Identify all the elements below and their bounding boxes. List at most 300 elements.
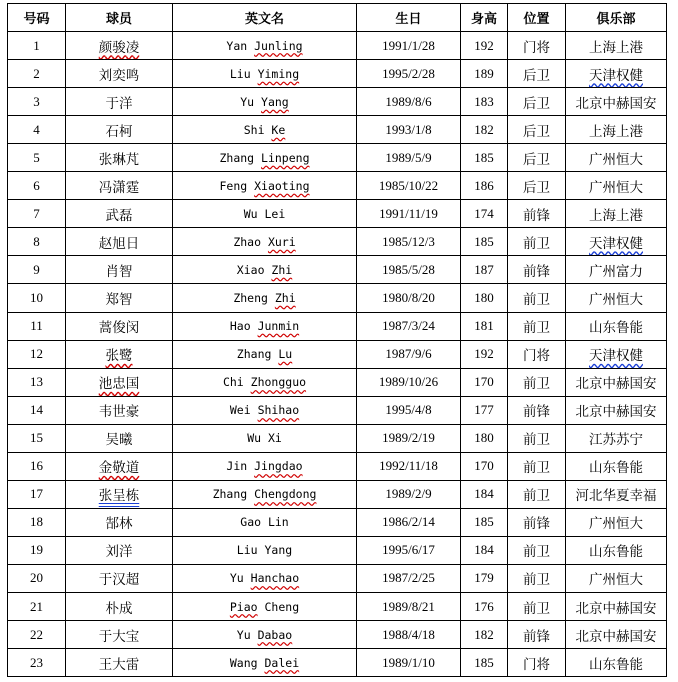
player-height — [461, 284, 508, 312]
english-name-part: Cheng — [257, 599, 300, 614]
player-height — [461, 32, 508, 60]
player-number-text: 2 — [33, 65, 40, 81]
table-row — [8, 144, 667, 172]
player-name — [66, 312, 173, 340]
player-height — [461, 368, 508, 396]
english-name-flagged: Jingdao — [254, 459, 303, 474]
player-name — [66, 368, 173, 396]
english-name-part: Wu Lei — [243, 206, 286, 221]
player-birthday — [357, 284, 461, 312]
player-position-text: 前锋 — [523, 207, 550, 224]
player-birthday-text: 1993/1/8 — [385, 121, 432, 137]
player-birthday-text: 1991/1/28 — [382, 37, 435, 53]
player-english-name — [173, 396, 357, 424]
player-height — [461, 649, 508, 677]
player-name-text: 于大宝 — [98, 628, 140, 645]
player-position-text: 门将 — [523, 348, 550, 365]
player-name-text: 张呈栋 — [98, 488, 140, 505]
player-name-text: 张琳芃 — [98, 151, 140, 168]
player-club — [566, 88, 667, 116]
player-position-text: 前锋 — [523, 404, 550, 421]
player-height — [461, 256, 508, 284]
player-club — [566, 649, 667, 677]
player-number — [8, 536, 66, 564]
player-english-name — [173, 284, 357, 312]
player-height-text: 170 — [474, 374, 494, 390]
player-birthday — [357, 200, 461, 228]
player-position — [508, 452, 566, 480]
player-position-text: 前卫 — [523, 432, 550, 449]
player-name-text: 刘洋 — [105, 544, 133, 561]
player-height-text: 174 — [474, 205, 494, 221]
player-number-text: 5 — [33, 149, 40, 165]
player-birthday-text: 1987/9/6 — [385, 346, 432, 362]
player-position — [508, 32, 566, 60]
player-birthday — [357, 228, 461, 256]
player-english-name — [173, 649, 357, 677]
english-name-flagged: Hanchao — [250, 571, 300, 586]
english-name-part: Yu — [240, 94, 262, 109]
player-club — [566, 228, 667, 256]
player-name-text: 蒿俊闵 — [98, 320, 140, 337]
english-name-part: Zhang — [212, 487, 255, 502]
player-position — [508, 144, 566, 172]
player-club-text: 山东鲁能 — [589, 656, 643, 673]
player-name — [66, 200, 173, 228]
header-birthday: 生日 — [357, 4, 461, 32]
player-position-text: 门将 — [523, 39, 550, 56]
player-birthday — [357, 592, 461, 620]
player-birthday-text: 1988/4/18 — [382, 626, 435, 642]
english-name-part: Wei — [229, 403, 258, 418]
player-position — [508, 649, 566, 677]
player-name-text: 于洋 — [105, 95, 133, 112]
table-row — [8, 592, 667, 620]
player-club — [566, 144, 667, 172]
player-position-text: 前卫 — [523, 460, 550, 477]
english-name-part: Wang — [229, 655, 265, 670]
player-position — [508, 172, 566, 200]
english-name-part: Gao Lin — [240, 515, 289, 530]
player-position-text: 前卫 — [523, 572, 550, 589]
player-birthday-text: 1989/10/26 — [378, 374, 439, 390]
player-birthday — [357, 621, 461, 649]
player-number — [8, 60, 66, 88]
player-number-text: 23 — [30, 654, 43, 670]
player-birthday — [357, 452, 461, 480]
table-row — [8, 88, 667, 116]
player-birthday — [357, 312, 461, 340]
player-birthday-text: 1987/2/25 — [382, 570, 435, 586]
player-height-text: 181 — [474, 318, 494, 334]
player-club — [566, 312, 667, 340]
player-number — [8, 284, 66, 312]
player-name-text: 石柯 — [105, 123, 133, 140]
player-number — [8, 116, 66, 144]
player-english-name — [173, 368, 357, 396]
player-club — [566, 284, 667, 312]
player-height — [461, 116, 508, 144]
player-number — [8, 621, 66, 649]
player-name-text: 韦世豪 — [98, 404, 140, 421]
player-name — [66, 88, 173, 116]
table-row — [8, 480, 667, 508]
player-club-text: 山东鲁能 — [589, 544, 643, 561]
player-position — [508, 536, 566, 564]
player-club-text: 上海上港 — [589, 39, 643, 56]
table-row — [8, 32, 667, 60]
player-position — [508, 200, 566, 228]
table-row — [8, 564, 667, 592]
player-height-text: 180 — [474, 430, 494, 446]
player-number — [8, 312, 66, 340]
player-height — [461, 536, 508, 564]
player-height-text: 185 — [474, 514, 494, 530]
player-number — [8, 592, 66, 620]
player-height-text: 189 — [474, 65, 494, 81]
english-name-part: Yu — [236, 627, 258, 642]
player-birthday — [357, 564, 461, 592]
player-birthday-text: 1985/10/22 — [378, 177, 439, 193]
player-position-text: 前锋 — [523, 263, 550, 280]
player-position — [508, 60, 566, 88]
player-name — [66, 340, 173, 368]
player-birthday — [357, 256, 461, 284]
table-row — [8, 340, 667, 368]
table-row — [8, 368, 667, 396]
player-english-name — [173, 172, 357, 200]
player-club-text: 广州恒大 — [589, 516, 643, 533]
player-club-text: 北京中赫国安 — [575, 95, 657, 112]
player-club-text: 北京中赫国安 — [575, 600, 657, 617]
english-name-flagged: Zhongguo — [250, 375, 307, 390]
player-number-text: 7 — [33, 205, 40, 221]
player-club — [566, 564, 667, 592]
player-name — [66, 60, 173, 88]
player-height — [461, 172, 508, 200]
player-position — [508, 88, 566, 116]
english-name-part: Jin — [226, 459, 255, 474]
player-club-text: 广州富力 — [589, 263, 643, 280]
table-row — [8, 508, 667, 536]
player-position — [508, 116, 566, 144]
player-height-text: 192 — [474, 37, 494, 53]
player-name — [66, 424, 173, 452]
player-position — [508, 480, 566, 508]
player-number — [8, 508, 66, 536]
player-club — [566, 116, 667, 144]
english-name-part: Yang — [264, 543, 293, 558]
player-height-text: 184 — [474, 542, 494, 558]
player-height — [461, 144, 508, 172]
player-birthday-text: 1991/11/19 — [379, 205, 438, 221]
player-position-text: 门将 — [523, 656, 550, 673]
english-name-flagged: Yang — [261, 94, 289, 109]
player-birthday-text: 1995/2/28 — [382, 65, 435, 81]
player-english-name — [173, 312, 357, 340]
player-position — [508, 228, 566, 256]
player-name-text: 冯潇霆 — [98, 179, 140, 196]
player-position-text: 前卫 — [523, 376, 550, 393]
player-position — [508, 508, 566, 536]
player-club-text: 江苏苏宁 — [589, 432, 643, 449]
player-number — [8, 172, 66, 200]
player-club — [566, 424, 667, 452]
player-height — [461, 88, 508, 116]
player-english-name — [173, 60, 357, 88]
player-position — [508, 340, 566, 368]
english-name-part: Xiao — [236, 262, 272, 277]
header-club: 俱乐部 — [566, 4, 667, 32]
player-birthday — [357, 480, 461, 508]
player-name-text: 郑智 — [105, 291, 133, 308]
player-name-text: 武磊 — [105, 207, 133, 224]
player-birthday — [357, 60, 461, 88]
player-club-text: 上海上港 — [589, 123, 643, 140]
player-position — [508, 424, 566, 452]
player-height-text: 182 — [474, 626, 494, 642]
player-name — [66, 480, 173, 508]
english-name-flagged: Xiaoting — [254, 178, 310, 193]
player-name-text: 于汉超 — [98, 572, 140, 589]
player-birthday-text: 1989/8/21 — [382, 598, 435, 614]
player-name — [66, 649, 173, 677]
player-number — [8, 564, 66, 592]
player-club — [566, 536, 667, 564]
player-height — [461, 452, 508, 480]
player-position-text: 前锋 — [523, 628, 550, 645]
player-number-text: 13 — [30, 374, 43, 390]
player-club — [566, 200, 667, 228]
player-club — [566, 452, 667, 480]
english-name-part: Yan — [226, 38, 255, 53]
player-number — [8, 649, 66, 677]
header-position: 位置 — [508, 4, 566, 32]
player-number — [8, 368, 66, 396]
player-club — [566, 172, 667, 200]
player-height-text: 177 — [474, 402, 494, 418]
player-height-text: 170 — [474, 458, 494, 474]
player-number — [8, 480, 66, 508]
player-name — [66, 256, 173, 284]
player-birthday — [357, 88, 461, 116]
player-name-text: 郜林 — [105, 516, 133, 533]
english-name-flagged: Dabao — [257, 627, 293, 642]
table-row — [8, 284, 667, 312]
player-birthday-text: 1985/12/3 — [382, 233, 435, 249]
english-name-flagged: Lu — [278, 347, 293, 362]
player-position-text: 前锋 — [523, 516, 550, 533]
player-birthday-text: 1987/3/24 — [382, 318, 435, 334]
player-birthday — [357, 144, 461, 172]
player-number-text: 6 — [33, 177, 40, 193]
player-birthday — [357, 340, 461, 368]
player-number — [8, 452, 66, 480]
header-height: 身高 — [461, 4, 508, 32]
player-height-text: 183 — [474, 93, 494, 109]
player-number-text: 12 — [30, 346, 43, 362]
player-position — [508, 564, 566, 592]
player-position — [508, 256, 566, 284]
english-name-flagged: Junling — [254, 38, 303, 53]
player-english-name — [173, 564, 357, 592]
player-birthday-text: 1995/4/8 — [385, 402, 432, 418]
player-birthday — [357, 396, 461, 424]
player-number-text: 3 — [33, 93, 40, 109]
english-name-flagged: Junmin — [257, 319, 300, 334]
player-name-text: 吴曦 — [105, 432, 133, 449]
player-height — [461, 592, 508, 620]
player-height — [461, 340, 508, 368]
player-name — [66, 228, 173, 256]
player-position — [508, 284, 566, 312]
english-name-flagged: Dalei — [264, 655, 300, 670]
header-english-name: 英文名 — [173, 4, 357, 32]
english-name-flagged: Zhi — [271, 262, 293, 277]
player-birthday-text: 1989/2/9 — [385, 486, 432, 502]
player-birthday — [357, 32, 461, 60]
player-club — [566, 32, 667, 60]
table-row — [8, 256, 667, 284]
english-name-flagged: Ke — [271, 122, 286, 137]
player-name — [66, 592, 173, 620]
player-number-text: 8 — [33, 233, 40, 249]
player-name-text: 池忠国 — [98, 376, 140, 393]
player-position-text: 后卫 — [523, 179, 550, 196]
english-name-part: Wu Xi — [247, 431, 282, 446]
player-club-text: 天津权健 — [589, 348, 643, 365]
player-birthday — [357, 649, 461, 677]
player-position-text: 后卫 — [523, 151, 550, 168]
english-name-part: Zhao — [233, 234, 268, 249]
english-name-part: Zheng — [233, 290, 275, 305]
player-english-name — [173, 424, 357, 452]
player-position-text: 后卫 — [523, 123, 550, 140]
player-height-text: 192 — [474, 346, 494, 362]
player-height-text: 179 — [474, 570, 494, 586]
player-position-text: 前卫 — [523, 488, 550, 505]
player-number-text: 4 — [33, 121, 40, 137]
player-height-text: 185 — [474, 233, 494, 249]
player-club-text: 山东鲁能 — [589, 320, 643, 337]
player-position-text: 前卫 — [523, 544, 550, 561]
player-number — [8, 256, 66, 284]
player-english-name — [173, 480, 357, 508]
player-name — [66, 621, 173, 649]
player-number-text: 15 — [30, 430, 43, 446]
player-number-text: 9 — [33, 261, 40, 277]
player-height-text: 185 — [474, 149, 494, 165]
player-position — [508, 312, 566, 340]
table-row — [8, 649, 667, 677]
player-english-name — [173, 592, 357, 620]
player-name — [66, 284, 173, 312]
player-name — [66, 32, 173, 60]
table-row — [8, 60, 667, 88]
player-position-text: 前卫 — [523, 235, 550, 252]
player-birthday-text: 1986/2/14 — [382, 514, 435, 530]
player-height — [461, 564, 508, 592]
player-name-text: 朴成 — [105, 600, 133, 617]
player-number-text: 20 — [30, 570, 43, 586]
player-club-text: 广州恒大 — [589, 572, 643, 589]
player-name — [66, 116, 173, 144]
table-row — [8, 116, 667, 144]
player-position — [508, 592, 566, 620]
player-club-text: 北京中赫国安 — [575, 376, 657, 393]
player-english-name — [173, 452, 357, 480]
table-row — [8, 228, 667, 256]
player-number-text: 14 — [30, 402, 43, 418]
player-birthday-text: 1985/5/28 — [382, 261, 435, 277]
player-position-text: 后卫 — [523, 67, 550, 84]
table-row — [8, 621, 667, 649]
player-number-text: 21 — [30, 598, 43, 614]
english-name-flagged: Shihao — [257, 403, 300, 418]
player-club — [566, 396, 667, 424]
player-club — [566, 60, 667, 88]
player-number — [8, 32, 66, 60]
english-name-part: Shi — [243, 122, 272, 137]
player-english-name — [173, 621, 357, 649]
player-number-text: 16 — [30, 458, 43, 474]
player-height — [461, 200, 508, 228]
player-english-name — [173, 228, 357, 256]
player-name-text: 颜骏凌 — [98, 39, 140, 56]
english-name-flagged: Xuri — [267, 234, 296, 249]
table-row — [8, 172, 667, 200]
english-name-flagged: Piao — [229, 599, 258, 614]
player-height — [461, 480, 508, 508]
player-birthday-text: 1989/8/6 — [385, 93, 432, 109]
player-number — [8, 424, 66, 452]
player-number-text: 10 — [30, 289, 43, 305]
player-name — [66, 508, 173, 536]
player-birthday-text: 1989/2/19 — [382, 430, 435, 446]
player-height-text: 184 — [474, 486, 494, 502]
player-club — [566, 621, 667, 649]
english-name-flagged: Zhi — [274, 290, 296, 305]
english-name-part: Hao — [229, 319, 258, 334]
english-name-flagged: Linpeng — [261, 150, 310, 165]
player-english-name — [173, 200, 357, 228]
player-club-text: 天津权健 — [589, 67, 643, 84]
header-number: 号码 — [8, 4, 66, 32]
player-birthday-text: 1995/6/17 — [382, 542, 435, 558]
english-name-part: Liu — [236, 543, 265, 558]
player-height-text: 185 — [474, 654, 494, 670]
player-english-name — [173, 536, 357, 564]
player-number — [8, 340, 66, 368]
english-name-part: Feng — [219, 178, 255, 193]
player-club — [566, 256, 667, 284]
player-club-text: 广州恒大 — [589, 151, 643, 168]
player-birthday — [357, 116, 461, 144]
player-height — [461, 424, 508, 452]
player-name — [66, 536, 173, 564]
player-birthday — [357, 172, 461, 200]
player-birthday-text: 1992/11/18 — [379, 458, 438, 474]
player-club-text: 山东鲁能 — [589, 460, 643, 477]
header-row — [8, 4, 667, 32]
player-position-text: 前卫 — [523, 320, 550, 337]
english-name-part: Zhang — [219, 150, 262, 165]
player-number-text: 17 — [30, 486, 43, 502]
player-number — [8, 144, 66, 172]
player-position — [508, 396, 566, 424]
player-english-name — [173, 116, 357, 144]
player-name — [66, 564, 173, 592]
